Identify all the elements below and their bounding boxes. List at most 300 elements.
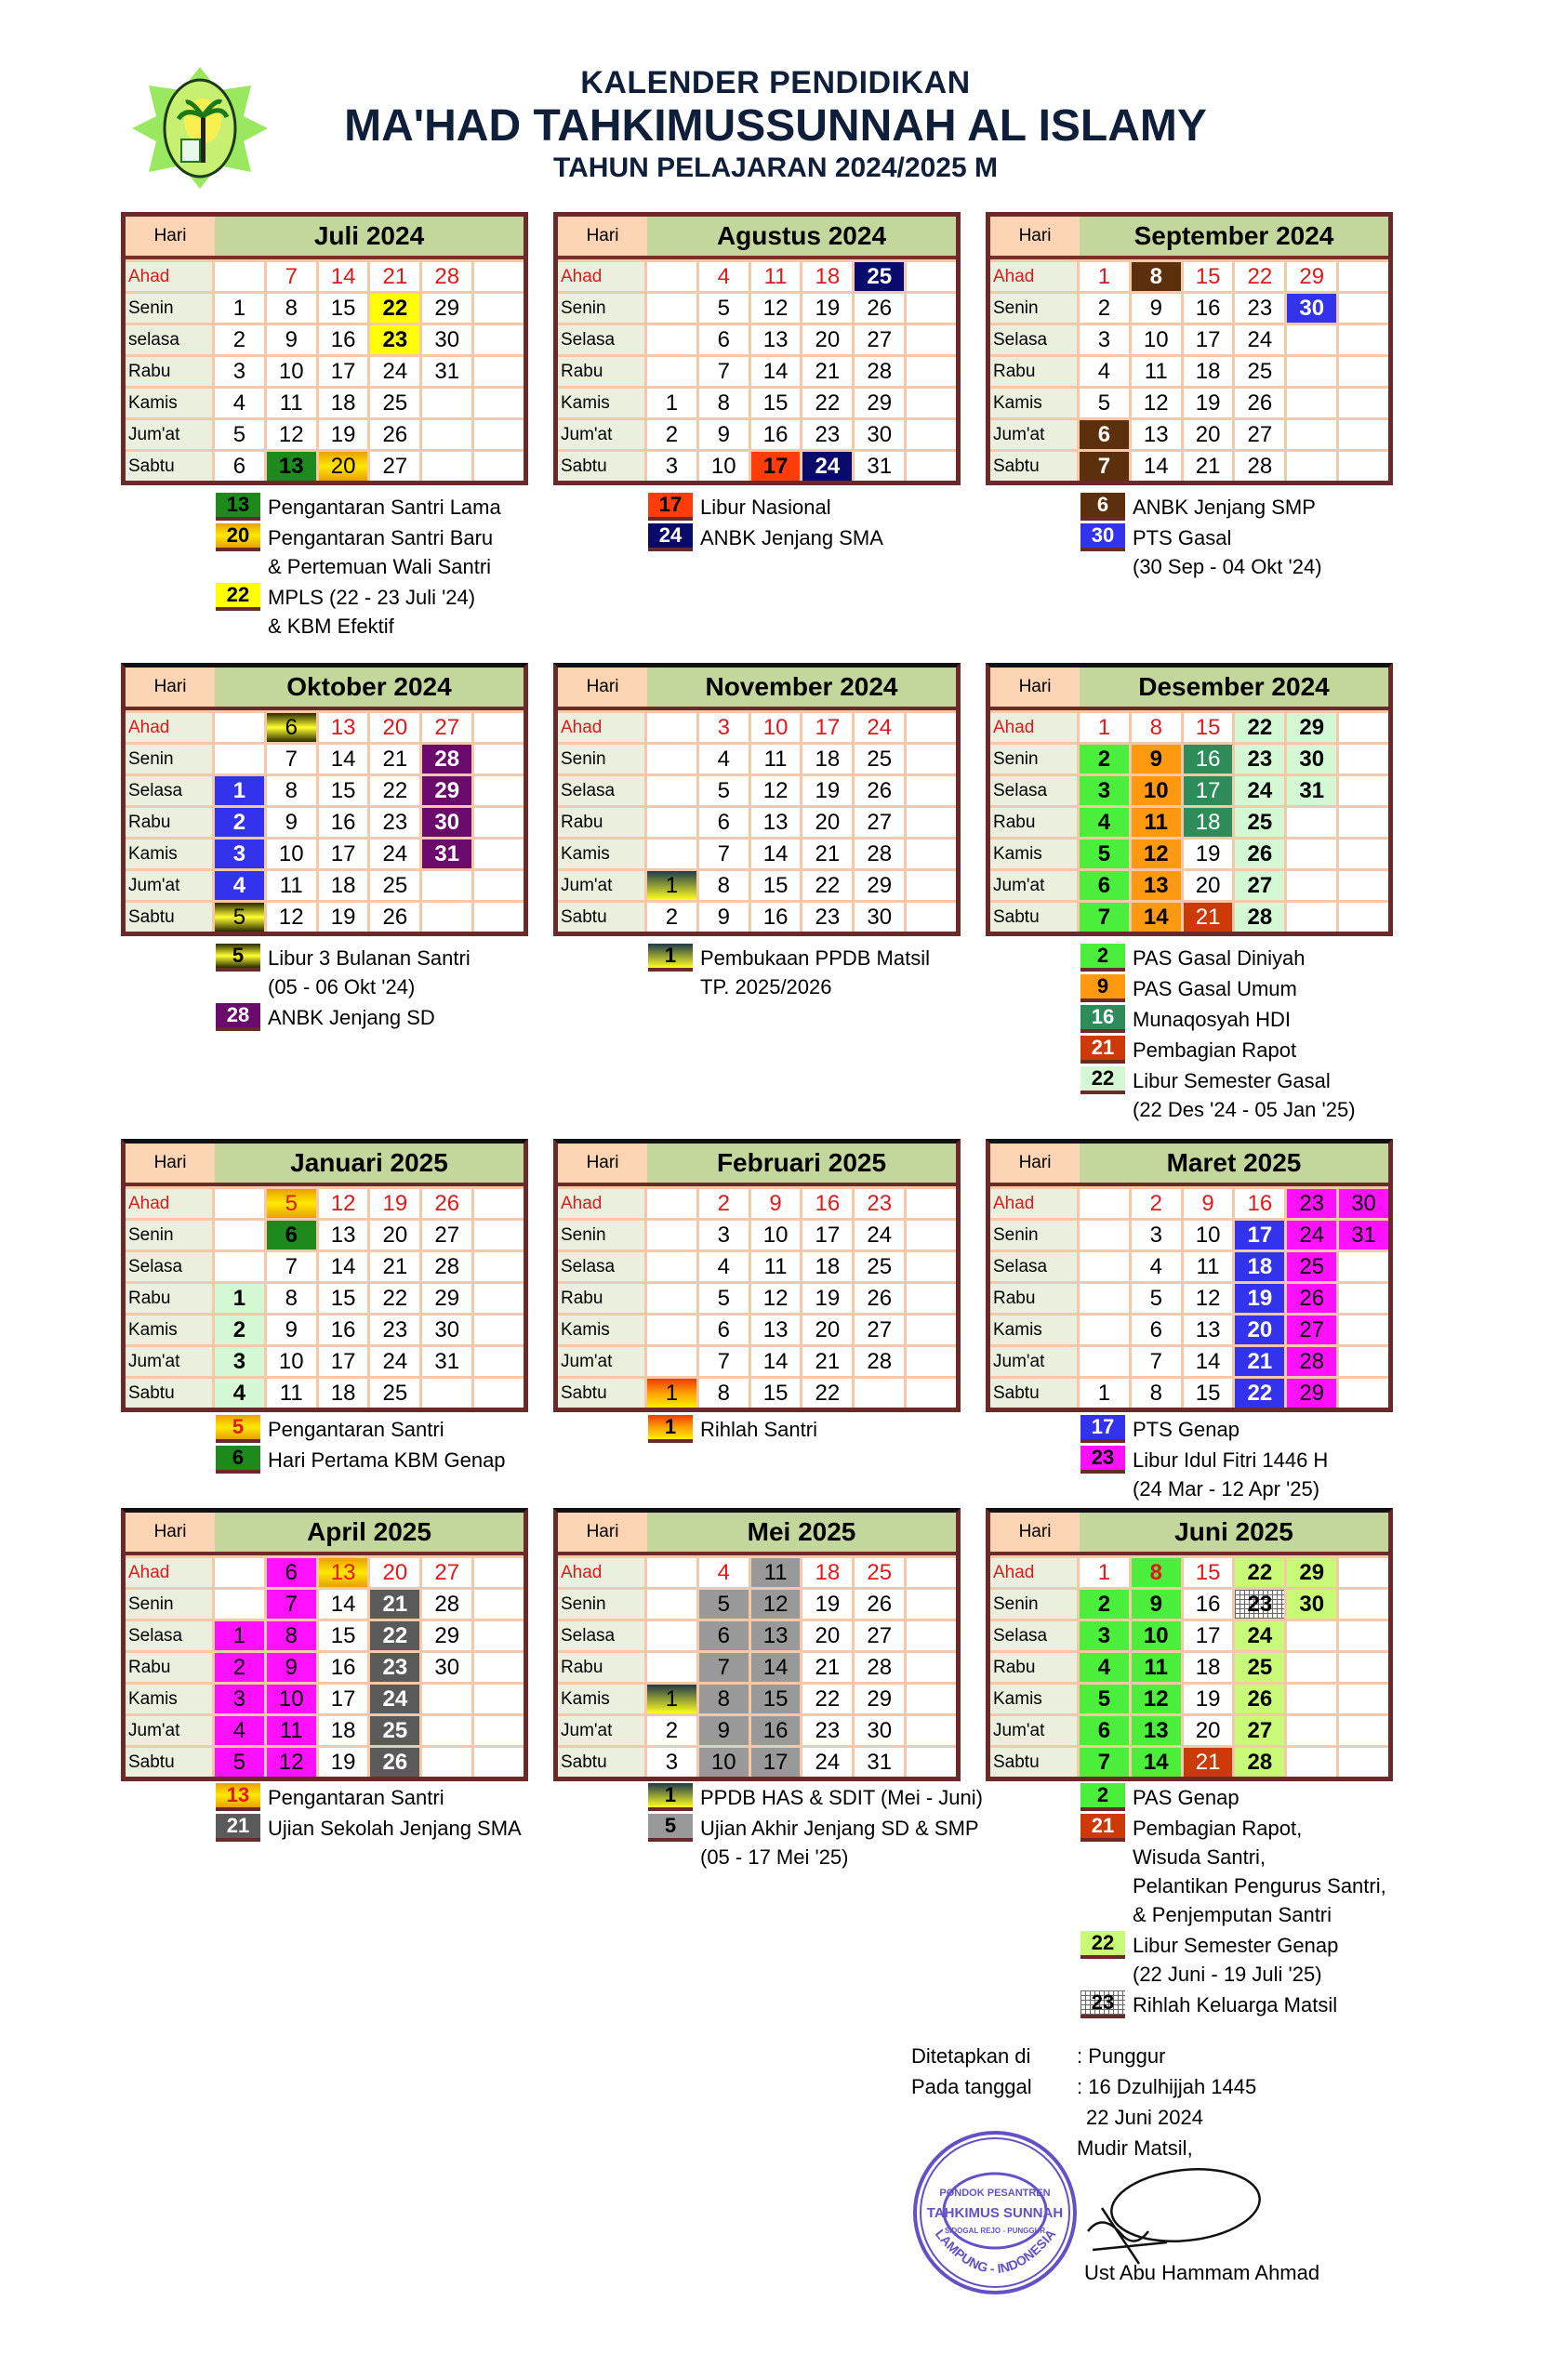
legend-text: [268, 523, 493, 581]
empty-cell: [1339, 262, 1388, 291]
date-cell: 14: [319, 262, 371, 291]
date-cell: 13: [1132, 420, 1184, 449]
date-cell: 3: [215, 357, 267, 386]
date-cell: 6: [1132, 1316, 1184, 1344]
date-cell: 13: [319, 713, 371, 742]
legend-label: PTS Gasal: [1133, 526, 1232, 549]
week-day-row: [126, 1713, 524, 1745]
legend-swatch: 1: [648, 944, 693, 972]
legend-item: [216, 493, 501, 522]
legend-item: [1080, 1066, 1356, 1124]
date-cell: 1: [647, 1379, 699, 1408]
legend-text: [268, 944, 471, 1001]
empty-cell: [647, 1558, 699, 1587]
date-cell: 2: [1080, 1590, 1132, 1619]
date-cell: 19: [1184, 1685, 1236, 1713]
date-cell: 2: [699, 1189, 751, 1218]
date-cell: 11: [267, 389, 319, 417]
date-cell: 4: [1080, 808, 1132, 837]
week-day-row: [990, 742, 1388, 774]
date-cell: 15: [1184, 1558, 1236, 1587]
date-cell: 5: [215, 903, 267, 932]
empty-cell: [474, 325, 524, 354]
legend-item: [1080, 944, 1356, 972]
date-cell: 13: [1184, 1316, 1236, 1344]
empty-cell: [647, 840, 699, 868]
week-day-row: [990, 710, 1388, 742]
date-cell: 8: [699, 389, 751, 417]
legend-label: PAS Genap: [1133, 1786, 1239, 1809]
legend-detail: & Penjemputan Santri: [1133, 1903, 1332, 1926]
date-cell: 20: [319, 452, 371, 481]
date-cell: 7: [267, 745, 319, 774]
empty-cell: [907, 1558, 956, 1587]
date-cell: 3: [699, 1221, 751, 1250]
legend-item: [1080, 974, 1356, 1003]
date-cell: 27: [1235, 1716, 1287, 1745]
empty-cell: [1080, 1221, 1132, 1250]
date-cell: 3: [699, 713, 751, 742]
date-cell: 7: [1080, 1748, 1132, 1777]
month-header: [990, 668, 1388, 710]
legend-text: [1133, 974, 1297, 1003]
date-cell: 8: [267, 776, 319, 805]
date-cell: 14: [319, 745, 371, 774]
date-cell: 20: [370, 713, 422, 742]
empty-cell: [215, 262, 267, 291]
month-title: Desember 2024: [1080, 668, 1388, 707]
date-cell: 19: [1184, 840, 1236, 868]
legend-item: [648, 944, 930, 1001]
legend-item: [1080, 493, 1322, 522]
date-cell: 18: [802, 745, 855, 774]
month-title: April 2025: [215, 1513, 524, 1552]
legend-item: [648, 493, 883, 522]
legend-label: Ujian Sekolah Jenjang SMA: [268, 1817, 522, 1840]
empty-cell: [1287, 452, 1339, 481]
day-name-label: Rabu: [990, 357, 1080, 386]
day-name-label: Senin: [558, 294, 647, 323]
empty-cell: [1287, 1685, 1339, 1713]
date-cell: 17: [1184, 1621, 1236, 1650]
empty-cell: [907, 903, 956, 932]
legend-item: [1080, 1931, 1386, 1989]
date-cell: 19: [802, 1284, 855, 1313]
day-name-label: Senin: [990, 745, 1080, 774]
legend-label: Pembagian Rapot: [1133, 1038, 1297, 1062]
date-cell: 21: [802, 1653, 855, 1682]
day-column-header: Hari: [990, 668, 1080, 707]
date-cell: 19: [802, 294, 855, 323]
legend-label: ANBK Jenjang SD: [268, 1006, 435, 1029]
date-cell: 26: [370, 903, 422, 932]
legend-text: [1133, 1814, 1386, 1929]
legend-label: Rihlah Keluarga Matsil: [1133, 1993, 1338, 2016]
date-cell: 8: [1132, 713, 1184, 742]
empty-cell: [907, 1653, 956, 1682]
week-day-row: [126, 449, 524, 481]
date-cell: 6: [699, 1621, 751, 1650]
date-cell: 28: [422, 262, 474, 291]
week-day-row: [558, 1313, 956, 1344]
month-title: Februari 2025: [647, 1144, 956, 1183]
date-cell: 13: [751, 1316, 803, 1344]
date-cell: 14: [1132, 903, 1184, 932]
date-cell: 4: [215, 1716, 267, 1745]
empty-cell: [474, 776, 524, 805]
date-cell: 24: [855, 713, 907, 742]
date-cell: 30: [1287, 1590, 1339, 1619]
date-cell: 13: [751, 808, 803, 837]
day-name-label: Rabu: [126, 808, 215, 837]
week-day-row: [558, 354, 956, 386]
empty-cell: [907, 357, 956, 386]
empty-cell: [647, 294, 699, 323]
date-cell: 15: [751, 871, 803, 900]
date-cell: 18: [319, 871, 371, 900]
day-name-label: Jum'at: [126, 1347, 215, 1376]
week-day-row: [990, 1682, 1388, 1713]
date-cell: 7: [699, 1653, 751, 1682]
month-title: Oktober 2024: [215, 668, 524, 707]
date-cell: 5: [1080, 840, 1132, 868]
month-calendar: [553, 1508, 961, 1781]
empty-cell: [474, 840, 524, 868]
day-name-label: Rabu: [126, 1284, 215, 1313]
date-cell: 26: [422, 1189, 474, 1218]
date-cell: 22: [1235, 713, 1287, 742]
date-cell: 28: [1235, 1748, 1287, 1777]
date-cell: 7: [1080, 903, 1132, 932]
date-cell: 31: [422, 357, 474, 386]
month-calendar: [121, 1139, 528, 1412]
legend-item: [216, 1446, 506, 1474]
date-cell: 2: [215, 1316, 267, 1344]
date-cell: 11: [1184, 1252, 1236, 1281]
empty-cell: [474, 1189, 524, 1218]
empty-cell: [474, 1221, 524, 1250]
day-name-label: Kamis: [990, 840, 1080, 868]
empty-cell: [647, 325, 699, 354]
empty-cell: [647, 745, 699, 774]
empty-cell: [474, 452, 524, 481]
date-cell: 2: [215, 1653, 267, 1682]
day-name-label: Kamis: [990, 1685, 1080, 1713]
date-cell: 24: [1235, 1621, 1287, 1650]
legend-swatch: 5: [216, 1415, 260, 1443]
date-cell: 10: [1132, 776, 1184, 805]
date-cell: 20: [802, 808, 855, 837]
week-day-row: [558, 1250, 956, 1281]
day-name-label: Rabu: [126, 1653, 215, 1682]
legend-text: [268, 1415, 444, 1444]
week-day-row: [990, 1619, 1388, 1650]
date-cell: 17: [751, 1748, 803, 1777]
legend-swatch: 5: [216, 944, 260, 972]
date-cell: 27: [422, 1558, 474, 1587]
empty-cell: [907, 1590, 956, 1619]
legend-text: [1133, 944, 1305, 972]
date-cell: 26: [1235, 389, 1287, 417]
empty-cell: [1339, 713, 1388, 742]
empty-cell: [1339, 1379, 1388, 1408]
day-name-label: Sabtu: [126, 1379, 215, 1408]
day-name-label: Sabtu: [126, 452, 215, 481]
legend-text: [1133, 1446, 1328, 1503]
day-name-label: Kamis: [126, 1316, 215, 1344]
date-cell: 26: [855, 776, 907, 805]
legend-item: [1080, 523, 1322, 581]
week-day-row: [126, 1555, 524, 1587]
week-day-row: [558, 1376, 956, 1408]
day-column-header: Hari: [558, 1513, 647, 1552]
day-name-label: Sabtu: [990, 903, 1080, 932]
legend-text: [268, 583, 475, 641]
week-day-row: [990, 1650, 1388, 1682]
date-cell: 31: [1287, 776, 1339, 805]
empty-cell: [1339, 903, 1388, 932]
day-name-label: Selasa: [126, 776, 215, 805]
legend-detail: (05 - 17 Mei '25): [700, 1845, 849, 1869]
date-cell: 18: [319, 1716, 371, 1745]
day-name-label: Jum'at: [558, 1347, 647, 1376]
date-cell: 25: [370, 389, 422, 417]
legend-label: Munaqosyah HDI: [1133, 1008, 1291, 1031]
date-cell: 3: [1132, 1221, 1184, 1250]
empty-cell: [907, 1284, 956, 1313]
date-cell: 27: [855, 1316, 907, 1344]
legend-label: Hari Pertama KBM Genap: [268, 1448, 506, 1472]
empty-cell: [907, 389, 956, 417]
week-day-row: [990, 774, 1388, 805]
date-cell: 4: [699, 1252, 751, 1281]
empty-cell: [215, 713, 267, 742]
week-day-row: [990, 1281, 1388, 1313]
legend-text: [1133, 1415, 1239, 1444]
date-cell: 14: [751, 1347, 803, 1376]
day-name-label: Jum'at: [558, 1716, 647, 1745]
legend-label: Pembukaan PPDB Matsil: [700, 946, 930, 970]
empty-cell: [1339, 1558, 1388, 1587]
legend-item: [1080, 1005, 1356, 1034]
date-cell: 5: [1080, 1685, 1132, 1713]
empty-cell: [474, 871, 524, 900]
week-day-row: [558, 1713, 956, 1745]
week-day-row: [126, 1250, 524, 1281]
legend-swatch: 13: [216, 493, 260, 521]
week-day-row: [990, 291, 1388, 323]
date-cell: 12: [751, 1284, 803, 1313]
date-cell: 23: [1235, 294, 1287, 323]
legend-text: [1133, 493, 1316, 522]
legend-group: [216, 493, 501, 642]
week-day-row: [558, 1186, 956, 1218]
legend-item: [216, 944, 471, 1001]
date-cell: 13: [751, 1621, 803, 1650]
empty-cell: [907, 1221, 956, 1250]
date-cell: 4: [1132, 1252, 1184, 1281]
legend-item: [648, 1415, 817, 1444]
empty-cell: [474, 1284, 524, 1313]
date-cell: 17: [1184, 776, 1236, 805]
date-cell: 5: [215, 1748, 267, 1777]
empty-cell: [907, 325, 956, 354]
empty-cell: [422, 389, 474, 417]
date-cell: 23: [1235, 745, 1287, 774]
date-cell: 22: [802, 871, 855, 900]
date-cell: 2: [1080, 745, 1132, 774]
month-calendar: [121, 663, 528, 936]
month-title: September 2024: [1080, 217, 1388, 256]
month-header: [126, 668, 524, 710]
day-column-header: Hari: [126, 217, 215, 256]
date-cell: 10: [699, 452, 751, 481]
date-cell: 11: [267, 1716, 319, 1745]
empty-cell: [474, 1558, 524, 1587]
date-cell: 12: [751, 1590, 803, 1619]
day-name-label: Rabu: [558, 1653, 647, 1682]
day-name-label: Selasa: [990, 1252, 1080, 1281]
date-cell: 10: [1132, 1621, 1184, 1650]
date-cell: 18: [319, 1379, 371, 1408]
date-cell: 30: [422, 1653, 474, 1682]
legend-label: Rihlah Santri: [700, 1418, 817, 1441]
empty-cell: [1339, 871, 1388, 900]
empty-cell: [1287, 1716, 1339, 1745]
date-cell: 31: [422, 840, 474, 868]
empty-cell: [215, 1221, 267, 1250]
date-cell: 27: [855, 808, 907, 837]
month-header: [558, 1513, 956, 1555]
empty-cell: [907, 713, 956, 742]
legend-swatch: 2: [1080, 944, 1125, 972]
legend-label: Pengantaran Santri Baru: [268, 526, 494, 549]
empty-cell: [907, 262, 956, 291]
date-cell: 10: [1132, 325, 1184, 354]
date-cell: 14: [319, 1252, 371, 1281]
date-cell: 6: [1080, 871, 1132, 900]
legend-item: [1080, 1415, 1328, 1444]
date-cell: 16: [319, 325, 371, 354]
date-cell: 5: [215, 420, 267, 449]
date-cell: 21: [1235, 1347, 1287, 1376]
date-cell: 13: [1132, 871, 1184, 900]
date-cell: 29: [422, 1621, 474, 1650]
date-cell: 22: [370, 1284, 422, 1313]
empty-cell: [907, 745, 956, 774]
legend-item: [216, 1814, 522, 1843]
empty-cell: [907, 776, 956, 805]
empty-cell: [474, 1316, 524, 1344]
day-name-label: Kamis: [558, 389, 647, 417]
empty-cell: [215, 745, 267, 774]
date-cell: 15: [1184, 713, 1236, 742]
day-name-label: Rabu: [990, 1284, 1080, 1313]
date-cell: 23: [370, 1653, 422, 1682]
week-day-row: [990, 868, 1388, 900]
legend-group: [1080, 1415, 1328, 1505]
empty-cell: [474, 420, 524, 449]
empty-cell: [1287, 840, 1339, 868]
date-cell: 4: [699, 745, 751, 774]
date-cell: 17: [802, 1221, 855, 1250]
date-cell: 7: [267, 262, 319, 291]
day-name-label: Senin: [558, 745, 647, 774]
empty-cell: [1287, 808, 1339, 837]
date-cell: 9: [699, 903, 751, 932]
date-cell: 17: [319, 1685, 371, 1713]
date-cell: 27: [1235, 420, 1287, 449]
day-name-label: selasa: [126, 325, 215, 354]
day-name-label: Ahad: [126, 262, 215, 291]
date-cell: 12: [319, 1189, 371, 1218]
empty-cell: [907, 294, 956, 323]
date-cell: 18: [1184, 357, 1236, 386]
legend-text: [700, 1783, 983, 1812]
stamp-mid-text: TAHKIMUS SUNNAH: [926, 2205, 1064, 2221]
date-cell: 19: [319, 903, 371, 932]
date-cell: 24: [802, 1748, 855, 1777]
date-cell: 29: [1287, 262, 1339, 291]
day-name-label: Kamis: [558, 1316, 647, 1344]
day-name-label: Sabtu: [558, 452, 647, 481]
day-column-header: Hari: [126, 1513, 215, 1552]
day-name-label: Jum'at: [126, 1716, 215, 1745]
week-day-row: [126, 1281, 524, 1313]
legend-text: [1133, 1990, 1337, 2019]
week-day-row: [558, 774, 956, 805]
legend-label: Libur Idul Fitri 1446 H: [1133, 1448, 1329, 1472]
signer-role: Mudir Matsil,: [1077, 2136, 1193, 2160]
day-name-label: Jum'at: [558, 420, 647, 449]
empty-cell: [474, 1347, 524, 1376]
day-name-label: Sabtu: [558, 1379, 647, 1408]
legend-swatch: 2: [1080, 1783, 1125, 1811]
date-cell: 28: [422, 1590, 474, 1619]
day-name-label: Jum'at: [558, 871, 647, 900]
day-column-header: Hari: [990, 1144, 1080, 1183]
date-cell: 28: [855, 1653, 907, 1682]
empty-cell: [907, 808, 956, 837]
date-cell: 15: [319, 294, 371, 323]
week-day-row: [126, 900, 524, 932]
empty-cell: [647, 713, 699, 742]
date-cell: 29: [855, 389, 907, 417]
date-cell: 21: [370, 1590, 422, 1619]
date-cell: 16: [1235, 1189, 1287, 1218]
date-cell: 3: [1080, 325, 1132, 354]
empty-cell: [1080, 1284, 1132, 1313]
legend-label: Libur Semester Gasal: [1133, 1069, 1331, 1092]
day-name-label: Rabu: [558, 1284, 647, 1313]
legend-label: Pengantaran Santri Lama: [268, 496, 501, 519]
date-cell: 20: [1184, 1716, 1236, 1745]
empty-cell: [1339, 1685, 1388, 1713]
week-day-row: [126, 354, 524, 386]
date-cell: 20: [802, 1316, 855, 1344]
date-cell: 31: [855, 452, 907, 481]
month-calendar: [986, 1508, 1393, 1781]
empty-cell: [474, 713, 524, 742]
legend-label: ANBK Jenjang SMP: [1133, 496, 1316, 519]
legend-detail: (24 Mar - 12 Apr '25): [1133, 1477, 1320, 1501]
day-name-label: Kamis: [558, 840, 647, 868]
legend-swatch: 28: [216, 1003, 260, 1031]
date-cell: 16: [751, 903, 803, 932]
empty-cell: [215, 1189, 267, 1218]
date-cell: 1: [647, 871, 699, 900]
empty-cell: [647, 1221, 699, 1250]
